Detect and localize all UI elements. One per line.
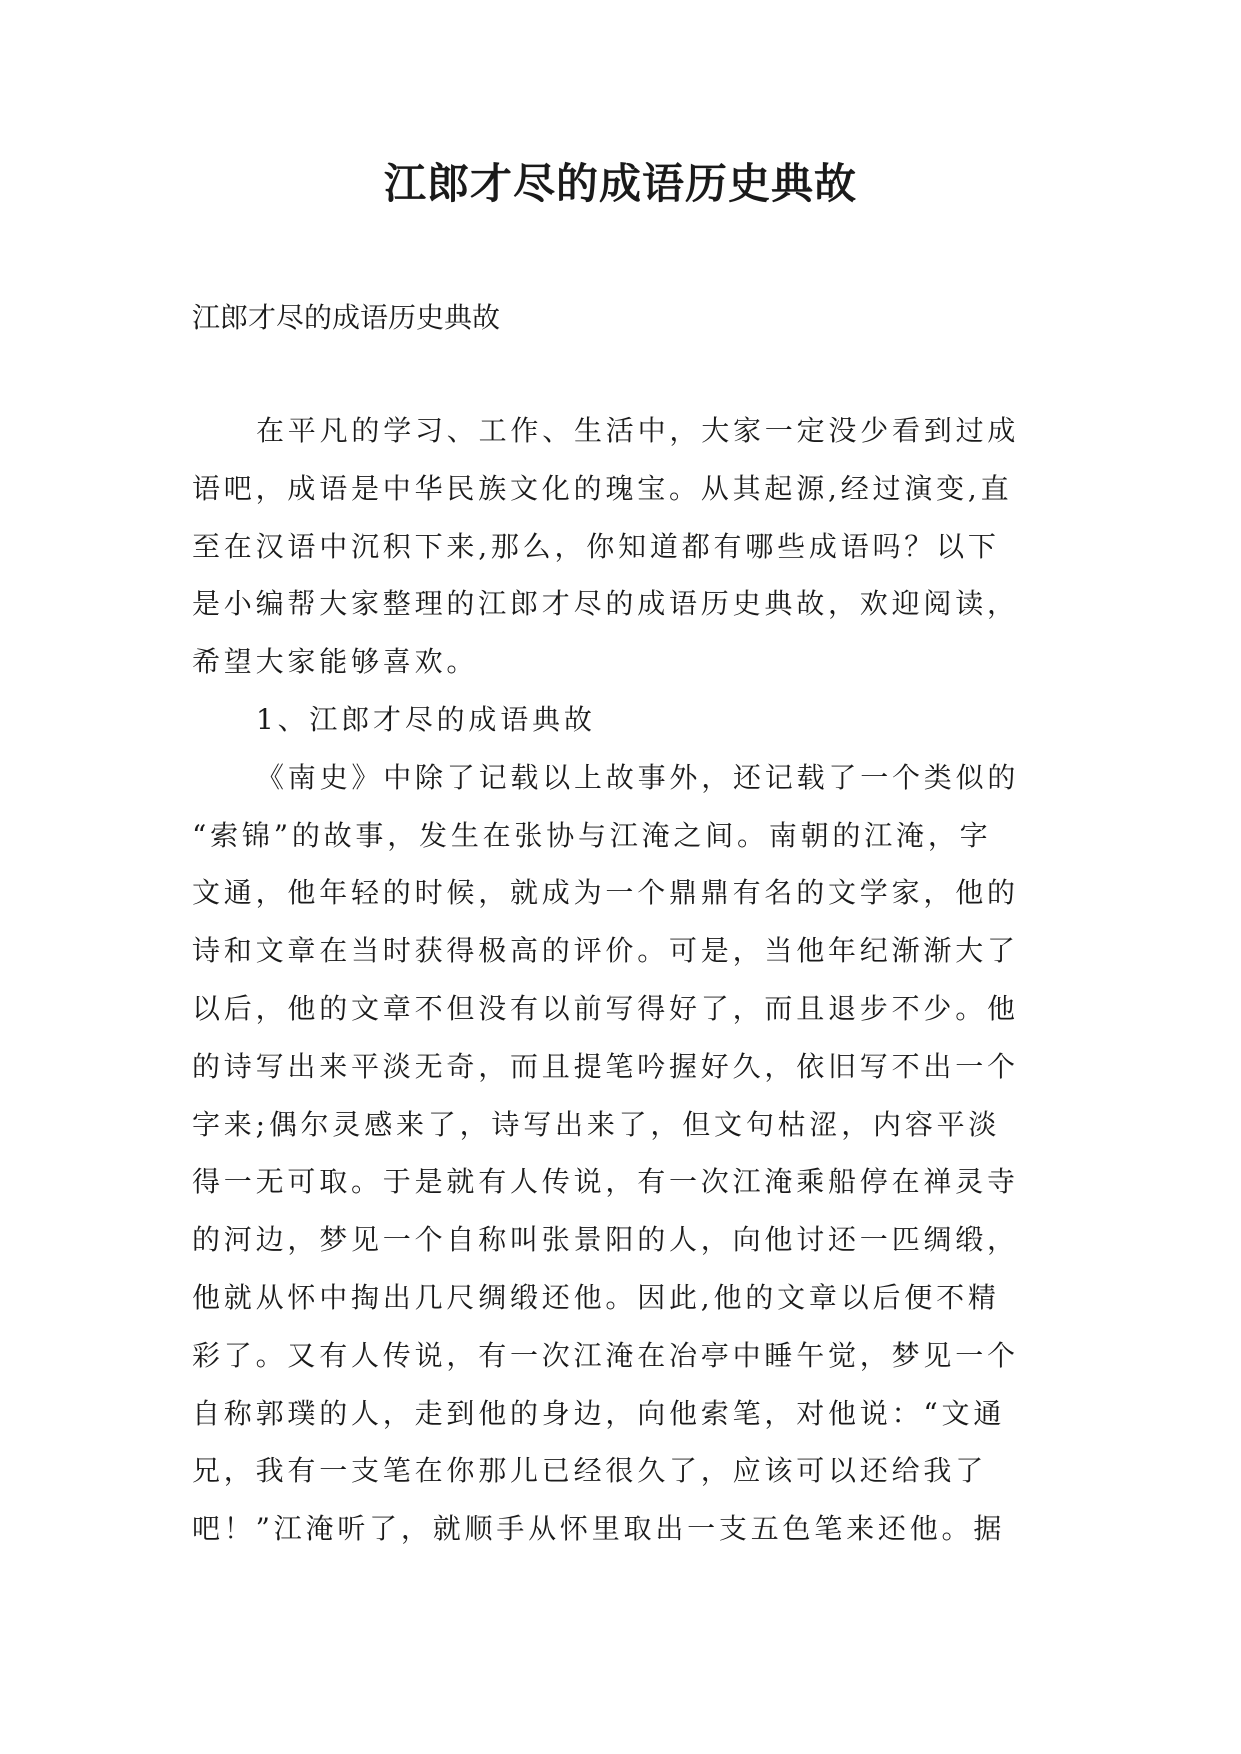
body-text-line: 得一无可取。于是就有人传说，有一次江淹乘船停在禅灵寺 (192, 1165, 1019, 1199)
body-text-line: 是小编帮大家整理的江郎才尽的成语历史典故，欢迎阅读， (192, 587, 1019, 621)
body-text-line: 1、江郎才尽的成语典故 (256, 702, 596, 736)
body-text-line: 吧！”江淹听了，就顺手从怀里取出一支五色笔来还他。据 (192, 1512, 1006, 1546)
body-text-line: 在平凡的学习、工作、生活中，大家一定没少看到过成 (256, 414, 1020, 447)
document-subtitle: 江郎才尽的成语历史典故 (192, 301, 501, 334)
body-text-line: “索锦”的故事，发生在张协与江淹之间。南朝的江淹，字 (192, 818, 992, 852)
body-text-line: 的河边，梦见一个自称叫张景阳的人，向他讨还一匹绸缎， (192, 1223, 1019, 1257)
body-text-line: 彩了。又有人传说，有一次江淹在冶亭中睡午觉，梦见一个 (192, 1338, 1019, 1372)
document-body (192, 402, 1072, 1558)
body-text-line: 至在汉语中沉积下来,那么，你知道都有哪些成语吗？以下 (192, 529, 1000, 563)
body-text-line: 他就从怀中掏出几尺绸缎还他。因此,他的文章以后便不精 (192, 1280, 1000, 1314)
body-text-line: 诗和文章在当时获得极高的评价。可是，当他年纪渐渐大了 (192, 934, 1019, 968)
body-text-line: 以后，他的文章不但没有以前写得好了，而且退步不少。他 (192, 991, 1019, 1025)
body-text-line: 兄，我有一支笔在你那儿已经很久了，应该可以还给我了 (192, 1454, 988, 1488)
body-text-line: 《南史》中除了记载以上故事外，还记载了一个类似的 (256, 760, 1020, 794)
body-text-line: 的诗写出来平淡无奇，而且提笔吟握好久，依旧写不出一个 (192, 1049, 1019, 1083)
body-text-line: 字来;偶尔灵感来了，诗写出来了，但文句枯涩，内容平淡 (192, 1107, 1001, 1141)
document-title: 江郎才尽的成语历史典故 (383, 159, 857, 208)
body-text-line: 希望大家能够喜欢。 (192, 645, 479, 679)
body-text-line: 文通，他年轻的时候，就成为一个鼎鼎有名的文学家，他的 (192, 876, 1019, 910)
body-text-line: 自称郭璞的人，走到他的身边，向他索笔，对他说：“文通 (192, 1396, 1006, 1430)
body-text-line: 语吧，成语是中华民族文化的瑰宝。从其起源,经过演变,直 (192, 471, 1013, 505)
